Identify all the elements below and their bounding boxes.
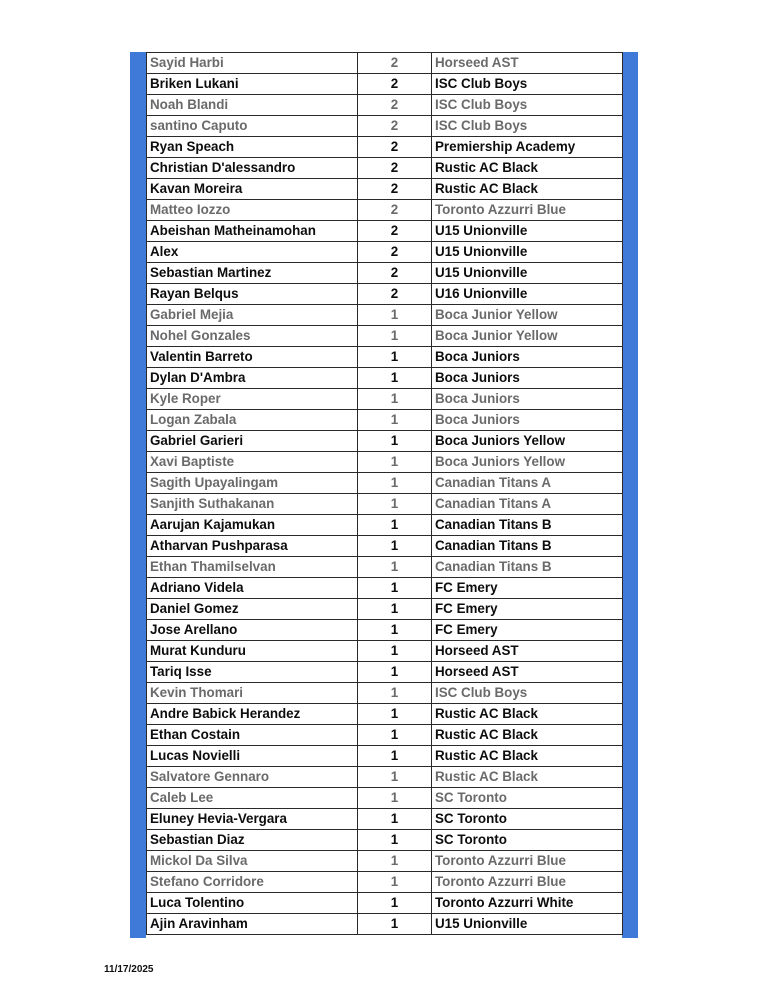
team-name-cell: Premiership Academy [432, 137, 623, 158]
player-name-cell: Murat Kunduru [147, 641, 358, 662]
table-row [147, 200, 623, 221]
player-name-cell: Abeishan Matheinamohan [147, 221, 358, 242]
goals-cell: 1 [358, 851, 432, 872]
table-row [147, 410, 623, 431]
table-row [147, 137, 623, 158]
player-name-cell: Gabriel Mejia [147, 305, 358, 326]
table-row [147, 893, 623, 914]
goals-cell: 2 [358, 95, 432, 116]
player-name-cell: Sagith Upayalingam [147, 473, 358, 494]
goals-cell: 1 [358, 830, 432, 851]
table-row [147, 431, 623, 452]
team-name-cell: Canadian Titans B [432, 536, 623, 557]
goals-cell: 1 [358, 494, 432, 515]
team-name-cell: Horseed AST [432, 662, 623, 683]
player-name-cell: Salvatore Gennaro [147, 767, 358, 788]
player-name-cell: Ethan Costain [147, 725, 358, 746]
goals-cell: 1 [358, 473, 432, 494]
goals-cell: 2 [358, 53, 432, 74]
team-name-cell: FC Emery [432, 599, 623, 620]
goals-cell: 1 [358, 914, 432, 935]
goals-cell: 1 [358, 347, 432, 368]
scorers-table-body [147, 53, 623, 935]
team-name-cell: Boca Juniors [432, 389, 623, 410]
team-name-cell: FC Emery [432, 578, 623, 599]
team-name-cell: Boca Juniors [432, 347, 623, 368]
table-row [147, 536, 623, 557]
team-name-cell: Boca Juniors [432, 368, 623, 389]
goals-cell: 2 [358, 221, 432, 242]
player-name-cell: Christian D'alessandro [147, 158, 358, 179]
player-name-cell: Kevin Thomari [147, 683, 358, 704]
team-name-cell: U15 Unionville [432, 914, 623, 935]
team-name-cell: Rustic AC Black [432, 179, 623, 200]
player-name-cell: Nohel Gonzales [147, 326, 358, 347]
player-name-cell: Aarujan Kajamukan [147, 515, 358, 536]
team-name-cell: Boca Junior Yellow [432, 305, 623, 326]
table-row [147, 389, 623, 410]
table-row [147, 305, 623, 326]
table-row [147, 830, 623, 851]
table-row [147, 74, 623, 95]
player-name-cell: Lucas Novielli [147, 746, 358, 767]
team-name-cell: Horseed AST [432, 53, 623, 74]
goals-cell: 2 [358, 200, 432, 221]
goals-cell: 1 [358, 620, 432, 641]
goals-cell: 1 [358, 536, 432, 557]
table-row [147, 452, 623, 473]
team-name-cell: Toronto Azzurri Blue [432, 200, 623, 221]
team-name-cell: Canadian Titans B [432, 557, 623, 578]
goals-cell: 1 [358, 410, 432, 431]
player-name-cell: Kyle Roper [147, 389, 358, 410]
player-name-cell: Valentin Barreto [147, 347, 358, 368]
table-row [147, 704, 623, 725]
team-name-cell: U16 Unionville [432, 284, 623, 305]
player-name-cell: Ryan Speach [147, 137, 358, 158]
table-row [147, 683, 623, 704]
team-name-cell: Boca Junior Yellow [432, 326, 623, 347]
goals-cell: 1 [358, 326, 432, 347]
goals-cell: 1 [358, 641, 432, 662]
team-name-cell: Rustic AC Black [432, 725, 623, 746]
goals-cell: 2 [358, 158, 432, 179]
team-name-cell: SC Toronto [432, 830, 623, 851]
table-row [147, 242, 623, 263]
table-row [147, 179, 623, 200]
player-name-cell: Mickol Da Silva [147, 851, 358, 872]
team-name-cell: Rustic AC Black [432, 746, 623, 767]
table-row [147, 620, 623, 641]
goals-cell: 1 [358, 599, 432, 620]
team-name-cell: Boca Juniors Yellow [432, 431, 623, 452]
player-name-cell: Briken Lukani [147, 74, 358, 95]
goals-cell: 2 [358, 242, 432, 263]
goals-cell: 1 [358, 704, 432, 725]
table-row [147, 557, 623, 578]
player-name-cell: Stefano Corridore [147, 872, 358, 893]
player-name-cell: Sebastian Diaz [147, 830, 358, 851]
table-row [147, 788, 623, 809]
player-name-cell: Caleb Lee [147, 788, 358, 809]
goals-cell: 1 [358, 872, 432, 893]
player-name-cell: santino Caputo [147, 116, 358, 137]
table-row [147, 746, 623, 767]
table-row [147, 347, 623, 368]
goals-cell: 1 [358, 452, 432, 473]
team-name-cell: SC Toronto [432, 809, 623, 830]
goals-cell: 2 [358, 179, 432, 200]
player-name-cell: Luca Tolentino [147, 893, 358, 914]
player-name-cell: Matteo Iozzo [147, 200, 358, 221]
table-row [147, 263, 623, 284]
right-accent-bar [622, 52, 638, 938]
table-row [147, 662, 623, 683]
player-name-cell: Ajin Aravinham [147, 914, 358, 935]
player-name-cell: Xavi Baptiste [147, 452, 358, 473]
goals-cell: 1 [358, 389, 432, 410]
player-name-cell: Jose Arellano [147, 620, 358, 641]
player-name-cell: Kavan Moreira [147, 179, 358, 200]
table-row [147, 515, 623, 536]
table-row [147, 725, 623, 746]
team-name-cell: U15 Unionville [432, 263, 623, 284]
table-row [147, 641, 623, 662]
table-row [147, 221, 623, 242]
table-row [147, 494, 623, 515]
team-name-cell: Rustic AC Black [432, 704, 623, 725]
player-name-cell: Daniel Gomez [147, 599, 358, 620]
goals-cell: 1 [358, 431, 432, 452]
team-name-cell: Toronto Azzurri Blue [432, 851, 623, 872]
goals-cell: 1 [358, 662, 432, 683]
player-name-cell: Logan Zabala [147, 410, 358, 431]
goals-cell: 1 [358, 809, 432, 830]
team-name-cell: ISC Club Boys [432, 683, 623, 704]
team-name-cell: Toronto Azzurri Blue [432, 872, 623, 893]
player-name-cell: Alex [147, 242, 358, 263]
team-name-cell: U15 Unionville [432, 242, 623, 263]
table-row [147, 95, 623, 116]
player-name-cell: Dylan D'Ambra [147, 368, 358, 389]
player-name-cell: Ethan Thamilselvan [147, 557, 358, 578]
goals-cell: 2 [358, 284, 432, 305]
player-name-cell: Tariq Isse [147, 662, 358, 683]
player-name-cell: Atharvan Pushparasa [147, 536, 358, 557]
team-name-cell: SC Toronto [432, 788, 623, 809]
goals-cell: 1 [358, 788, 432, 809]
team-name-cell: Canadian Titans A [432, 494, 623, 515]
table-row [147, 53, 623, 74]
goals-cell: 1 [358, 683, 432, 704]
goals-cell: 2 [358, 116, 432, 137]
goals-cell: 1 [358, 578, 432, 599]
table-row [147, 326, 623, 347]
table-row [147, 284, 623, 305]
player-name-cell: Sebastian Martinez [147, 263, 358, 284]
table-row [147, 914, 623, 935]
goals-cell: 1 [358, 767, 432, 788]
player-name-cell: Andre Babick Herandez [147, 704, 358, 725]
player-name-cell: Sanjith Suthakanan [147, 494, 358, 515]
table-row [147, 368, 623, 389]
table-row [147, 473, 623, 494]
team-name-cell: FC Emery [432, 620, 623, 641]
team-name-cell: Boca Juniors Yellow [432, 452, 623, 473]
table-row [147, 809, 623, 830]
goals-cell: 1 [358, 746, 432, 767]
table-row [147, 578, 623, 599]
goals-cell: 2 [358, 74, 432, 95]
team-name-cell: Rustic AC Black [432, 767, 623, 788]
table-row [147, 116, 623, 137]
goals-cell: 1 [358, 368, 432, 389]
player-name-cell: Eluney Hevia-Vergara [147, 809, 358, 830]
team-name-cell: ISC Club Boys [432, 95, 623, 116]
team-name-cell: Rustic AC Black [432, 158, 623, 179]
goals-cell: 1 [358, 305, 432, 326]
player-name-cell: Sayid Harbi [147, 53, 358, 74]
player-name-cell: Noah Blandi [147, 95, 358, 116]
team-name-cell: Toronto Azzurri White [432, 893, 623, 914]
table-row [147, 872, 623, 893]
goals-cell: 1 [358, 515, 432, 536]
scorers-table [146, 52, 623, 935]
team-name-cell: Boca Juniors [432, 410, 623, 431]
left-accent-bar [130, 52, 146, 938]
table-row [147, 851, 623, 872]
goals-cell: 1 [358, 893, 432, 914]
table-row [147, 767, 623, 788]
player-name-cell: Rayan Belqus [147, 284, 358, 305]
player-name-cell: Gabriel Garieri [147, 431, 358, 452]
team-name-cell: Canadian Titans B [432, 515, 623, 536]
goals-cell: 1 [358, 557, 432, 578]
goals-cell: 1 [358, 725, 432, 746]
player-name-cell: Adriano Videla [147, 578, 358, 599]
team-name-cell: ISC Club Boys [432, 116, 623, 137]
table-row [147, 599, 623, 620]
goals-cell: 2 [358, 137, 432, 158]
team-name-cell: ISC Club Boys [432, 74, 623, 95]
goals-cell: 2 [358, 263, 432, 284]
table-row [147, 158, 623, 179]
team-name-cell: Horseed AST [432, 641, 623, 662]
team-name-cell: U15 Unionville [432, 221, 623, 242]
team-name-cell: Canadian Titans A [432, 473, 623, 494]
page-date: 11/17/2025 [104, 964, 154, 975]
